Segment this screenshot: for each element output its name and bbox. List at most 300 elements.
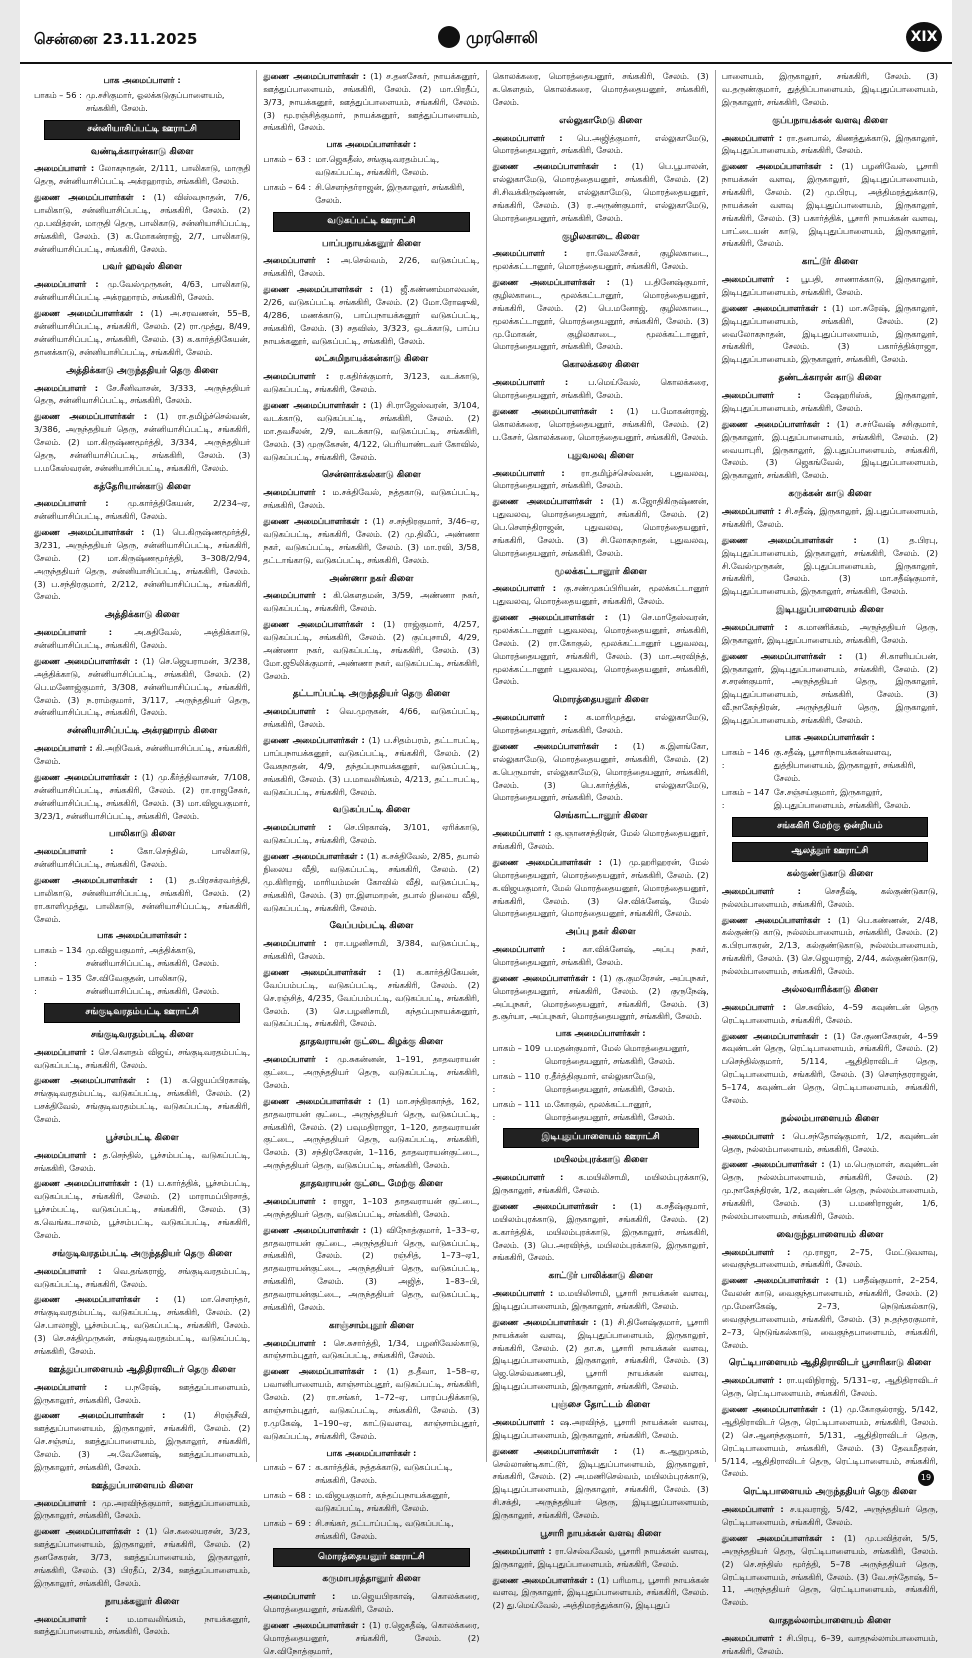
role-label: அமைப்பாளர் : <box>721 506 782 517</box>
member-entry <box>722 1130 938 1156</box>
branch-heading: எல்லுகாமேடு கிளை <box>559 115 643 126</box>
member-details: (1) த.பிரபு, இடிபுதுப்பாளையம், இருகாலூர், சங்ககிரி, சேலம். (2) சி.வேல்முருகன், இ.புதுப்பாளையம், இருகாலூர், சங்ககிரி, சேலம். (3) மா.சதீஷ்குமார், இடிபுதுப்பாளையம், இருகாலூர், சங்ககிரி, சேலம். <box>721 534 938 597</box>
member-entry <box>493 376 709 402</box>
member-entry <box>263 1590 479 1616</box>
member-entry <box>722 1158 938 1222</box>
member-details: (1) பெ.பூபாலன், எல்லுகாமேடு, மொரத்தையனூர், சங்ககிரி, சேலம். (2) சி.சிவக்கிருஷ்ணன், எல்லுகாமேடு, மொரத்தையனூர், சங்ககிரி, சேலம். (3) ர.அருண்குமார், எல்லுகாமேடு, மொரத்தையனூர், சங்ககிரி, சேலம். <box>492 161 709 223</box>
role-label: துணை அமைப்பாளர்கள் : <box>34 771 138 782</box>
member-entry <box>34 410 250 474</box>
role-label: அமைப்பாளர் : <box>492 944 566 955</box>
member-details: ரா.செல்வவேல், பூசாரி நாயக்கன் வளவு, இருகாலூர், இடிபுதுப்பாளையம், சங்ககிரி, சேலம். <box>492 1545 709 1569</box>
role-label: துணை அமைப்பாளர்கள் : <box>721 161 834 172</box>
member-details: (1) சிரஞ்சீவி, ஊத்துப்பாளையம், இருகாலூர், சங்ககிரி, சேலம். (2) செ.சஞ்சய், ஊத்துப்பாளையம், இருகாலூர், சங்ககிரி, சேலம். (3) அ.வேணேஷ், ஊத்துப்பாளையம், இருகாலூர், சங்ககிரி, சேலம். <box>34 1410 251 1472</box>
member-details: சி.பிரபு, 6–39, வாதநல்லாம்பாளையம், சங்ககிரி, சேலம். <box>721 1633 938 1656</box>
member-details: செ.சுசார்த்தி, 1/34, பழனிவேல்காடு, காஞ்சாம்புதூர், வடுகப்பட்டி, சங்ககிரி, சேலம். <box>263 1337 480 1361</box>
member-details: ம.மாவலிங்கம், நாயக்கனூர், ஊத்துப்பாளையம், சங்ககிரி, சேலம். <box>34 1613 251 1637</box>
member-details: ஷ.அரவிந்த், பூசாரி நாயக்கன் வளவு, இடிபுதுப்பாளையம், இருகாலூர், சங்ககிரி, சேலம். <box>492 1417 709 1440</box>
member-entry <box>722 885 938 911</box>
member-entry <box>722 389 938 415</box>
booth-entry <box>263 1517 479 1543</box>
role-label: துணை அமைப்பாளர்கள் : <box>721 1275 829 1286</box>
role-label: துணை அமைப்பாளர்கள் : <box>492 972 596 983</box>
member-details: ச.யுவராஜ், 5/42, அருந்ததியர் தெரு, ரெட்டிபாளையம், சங்ககிரி, சேலம். <box>721 1504 938 1528</box>
member-entry <box>493 1171 709 1197</box>
branch-heading: பூச்சம்பட்டி கிளை <box>105 1132 179 1143</box>
member-entry <box>493 972 709 1023</box>
role-label: துணை அமைப்பாளர்கள் : <box>721 1030 828 1041</box>
branch-heading: புதுவலவு கிளை <box>567 450 634 461</box>
subheading: பாக அமைப்பாளர்கள் : <box>555 1028 646 1039</box>
member-entry <box>34 1409 250 1473</box>
role-label: துணை அமைப்பாளர்கள் : <box>263 71 367 81</box>
role-label: துணை அமைப்பாளர்கள் : <box>34 1294 159 1305</box>
booth-member: சே.சஞ்சய்குமார், இருகாலூர், இ.புதுப்பாளையம், சங்ககிரி, சேலம். <box>773 787 911 811</box>
role-label: அமைப்பாளர் : <box>34 1149 97 1160</box>
member-entry <box>263 283 479 347</box>
role-label: அமைப்பாளர் : <box>34 1381 108 1392</box>
member-details: ரா.தமிழ்ச்செல்வன், புதுவலவு, மொரத்தையனூர், சங்ககிரி, சேலம். <box>492 467 709 491</box>
member-entry <box>34 874 250 925</box>
branch-heading: தாதவராயன் குட்டை மேற்கு கிளை <box>300 1179 443 1190</box>
role-label: துணை அமைப்பாளர்கள் : <box>263 1095 372 1106</box>
member-entry <box>34 1046 250 1072</box>
member-details: (1) ப.சிதம்பரம், தட்டாபட்டி, பாப்பநாயக்கனூர், வடுகப்பட்டி, சங்ககிரி, சேலம். (2) வேகநாதன், 4/9, தந்தப்பநாயக்கனூர், வடுகப்பட்டி, சங்ககிரி, சேலம். (3) ப.மாவலிங்கம், 4/213, தட்டாபட்டி, வடுகப்பட்டி, சங்ககிரி, சேலம். <box>263 735 480 797</box>
member-details: (1) மா.சௌந்தர், சங்குடிவரதம்பட்டி, வடுகப்பட்டி, சங்ககிரி, சேலம். (2) செ.பாலாஜி, பூச்சம்பட்டி, வடுகப்பட்டி, சங்ககிரி, சேலம். (3) செ.சக்திமுருகன், சங்குடிவரதம்பட்டி, வடுகப்பட்டி, சங்ககிரி, சேலம். <box>34 1294 251 1356</box>
booth-entry <box>263 181 479 207</box>
member-details: (1) சி.தினேஷ்குமார், பூசாரி நாயக்கன் வளவு, இடிபுதுப்பாளையம், இருகாலூர், சங்ககிரி, சேலம். (2) தா.சு, பூசாரி நாயக்கன் வளவு, இடிபுதுப்பாளையம், இருகாலூர், சங்ககிரி, சேலம். (3) ஜெ.செல்வகணபதி, பூசாரி நாயக்கன் வளவு, இடிபுதுப்பாளையம், இருகாலூர், சங்ககிரி, சேலம். <box>492 1316 709 1392</box>
member-entry <box>722 914 938 978</box>
role-label: அமைப்பாளர் : <box>721 1246 791 1257</box>
role-label: துணை அமைப்பாளர்கள் : <box>263 735 365 746</box>
branch-heading: அல்லவாரிக்காடு கிளை <box>781 984 878 995</box>
role-label: துணை அமைப்பாளர்கள் : <box>34 875 153 886</box>
role-label: துணை அமைப்பாளர்கள் : <box>721 534 857 545</box>
branch-heading: கருக்கன் காடு கிளை <box>788 489 872 500</box>
booth-number: பாகம் – 134 : <box>34 945 82 969</box>
role-label: அமைப்பாளர் : <box>492 1288 554 1299</box>
booth-member: சே.விவேகுதன், பாலிகாடு, சன்னியாசிப்பட்டி, சங்ககிரி, சேலம். <box>86 973 220 996</box>
member-entry <box>493 740 709 804</box>
member-details: பெ.சந்தோஷ்குமார், 1/2, கவுண்டன் தெரு, நல்லம்பாளையம், சங்ககிரி, சேலம். <box>721 1130 938 1154</box>
booth-member: ர.தீர்த்திகுமார், எல்லுகாமேடு, மொரத்தையனூர், சங்ககிரி, சேலம். <box>544 1070 675 1094</box>
member-entry <box>493 1416 709 1442</box>
member-entry <box>34 307 250 358</box>
panchayat-heading: இடிபுதுப்பாளையம் ஊராட்சி <box>503 1128 699 1148</box>
member-details: (1) மு.கீர்த்திவாசன், 7/108, சன்னியாசிப்பட்டி, சங்ககிரி, சேலம். (2) ரா.ராஜசேகர், சன்னியாசிப்பட்டி, சங்ககிரி, சேலம். (3) மா.விஜயகுமார், 3/23/1, சன்னியாசிப்பட்டி, சங்ககிரி, சேலம். <box>34 771 251 821</box>
branch-heading: தட்டாப்பட்டி அருந்ததியர் தெரு கிளை <box>292 689 450 700</box>
subheading: பாக அமைப்பாளர் : <box>103 75 181 85</box>
member-details: (1) க.இளங்கோ, எல்லுகாமேடு, மொரத்தையனூர், சங்ககிரி, சேலம். (2) க.பெருமாள், எல்லுகாமேடு, மொரத்தையனூர், சங்ககிரி, சேலம். (3) பெ.கார்த்திக், எல்லுகாமேடு, மொரத்தையனூர், சங்ககிரி, சேலம். <box>492 741 709 803</box>
member-details: த.செந்தில், பூச்சம்பட்டி, வடுகப்பட்டி, சங்ககிரி, சேலம். <box>34 1149 251 1173</box>
member-details: (1) ப.கார்த்திக், பூச்சம்பட்டி, வடுகப்பட்டி, சங்ககிரி, சேலம். (2) மாராமப்பிரசாத், பூச்சம்பட்டி, வடுகப்பட்டி, சங்ககிரி, சேலம். (3) க.வெங்கடாசலம், பூச்சம்பட்டி, வடுகப்பட்டி, சங்ககிரி, சேலம். <box>34 1178 251 1240</box>
role-label: அமைப்பாளர் : <box>492 377 569 388</box>
role-label: துணை அமைப்பாளர்கள் : <box>721 302 827 313</box>
member-details: கோ.செந்தில், பாலிகாடு, சன்னியாசிப்பட்டி, சங்ககிரி, சேலம். <box>34 846 251 870</box>
role-label: அமைப்பாளர் : <box>492 248 568 259</box>
member-entry <box>34 1074 250 1125</box>
member-entry <box>722 1632 938 1658</box>
booth-member: ப.மதன்குமார், மேல் மொரத்தையனூர், மொரத்தையனூர், சங்ககிரி, சேலம். <box>544 1043 690 1067</box>
member-details: (1) பெ.கண்ணன், 2/48, கல்குண்டு காடு, நல்லம்பாளையம், சங்ககிரி, சேலம். (2) க.பிரபாகரன், 2/13, கல்குண்டுகாடு, நல்லம்பாளையம், சங்ககிரி, சேலம். (3) செ.ஜெயராஜ், 2/44, கல்குண்டுகாடு, நல்லம்பாளையம், சங்ககிரி, சேலம். <box>721 914 939 977</box>
booth-number: பாகம் – 147 : <box>721 787 770 811</box>
branch-heading: தாதவராயன் குட்டை கிழக்கு கிளை <box>299 1037 444 1048</box>
member-entry <box>722 273 938 299</box>
member-details: சே.சீனிவாசன், 3/333, அருந்ததியர் தெரு, சன்னியாசிப்பட்டி, சங்ககிரி, சேலம். <box>34 382 251 406</box>
member-details: கி.கௌதமன், 3/59, அண்ணா நகர், வடுகப்பட்டி, சங்ககிரி, சேலம். <box>263 590 480 614</box>
booth-entry <box>493 1042 709 1068</box>
member-entry <box>722 132 938 158</box>
role-label: துணை அமைப்பாளர்கள் : <box>492 741 618 751</box>
member-details: (1) மா.சுரேஷ், இருகாலூர், இடிபுதுப்பாளையம், சங்ககிரி, சேலம். (2) வைலோகநாதன், இடிபுதுப்பாளையம், இருகாலூர், சங்ககிரி, சேலம். (3) பகார்த்திக்ராஜா, இடிபுதுப்பாளையம், இருகாலூர், சங்ககிரி, சேலம். <box>721 302 939 365</box>
branch-heading: ரெட்டிபாளையம் அருந்ததியர் தெரு கிளை <box>743 1487 917 1498</box>
member-entry <box>493 611 709 688</box>
role-label: அமைப்பாளர் : <box>263 1195 327 1206</box>
role-label: அமைப்பாளர் : <box>263 371 330 382</box>
role-label: அமைப்பாளர் : <box>721 622 788 633</box>
member-details: செ.பிரகாஷ், 3/101, ஏரிக்காடு, வடுகப்பட்டி, சங்ககிரி, சேலம். <box>263 822 480 846</box>
member-entry <box>34 655 250 719</box>
member-entry <box>263 70 479 134</box>
role-label: அமைப்பாளர் : <box>263 1591 336 1602</box>
role-label: துணை அமைப்பாளர்கள் : <box>721 650 843 661</box>
member-entry <box>263 937 479 963</box>
role-label: அமைப்பாளர் : <box>721 1001 787 1012</box>
member-entry <box>722 160 938 250</box>
member-entry <box>493 943 709 969</box>
role-label: துணை அமைப்பாளர்கள் : <box>263 967 382 978</box>
member-entry <box>493 132 709 158</box>
booth-entry <box>722 746 938 785</box>
member-entry <box>34 526 250 603</box>
branch-heading: சென்னாக்கல்காடு கிளை <box>321 470 421 481</box>
rising-sun-icon <box>438 26 460 48</box>
footer-page-number: 19 <box>918 1470 934 1486</box>
member-details: மு.கார்த்திகேயன், 2/234–ஏ, சன்னியாசிப்பட்டி, சங்ககிரி, சேலம். <box>34 498 251 522</box>
member-details: ப.நரேஷ், ஊத்துப்பாளையம், இருகாலூர், சங்ககிரி, சேலம். <box>34 1381 251 1405</box>
member-entry <box>34 1149 250 1175</box>
member-entry <box>263 1095 479 1172</box>
member-entry <box>493 467 709 493</box>
member-details: அ.செல்வம், 2/26, வடுகப்பட்டி, சங்ககிரி, சேலம். <box>263 255 480 279</box>
branch-heading: குழிலகாடை கிளை <box>561 231 640 242</box>
booth-member: ம.விஜயகுமார், கந்தப்பநாயக்கனூர், வடுகப்பட்டி, சங்ககிரி, சேலம். <box>315 1490 451 1513</box>
role-label: அமைப்பாளர் : <box>263 1054 329 1065</box>
member-details: செ.சுவிஸ், 4–59 கவுண்டன் தெரு ரெட்டிபாளையம், சங்ககிரி, சேலம். <box>721 1001 938 1025</box>
member-details: (1) விநோத்குமார், 1–33–ஏ, தாதவராயன் குட்டை, அருந்ததியர் தெரு, வடுகப்பட்டி, சங்ககிரி, சேலம். (2) ரஞ்சித், 1–73–ஏ1, தாதவராயன்குட்டை, அருந்ததியர் தெரு, வடுகப்பட்டி, சங்ககிரி, சேலம். (3) அஜித், 1–83–பி, தாதவராயன்குட்டை, அருந்ததியர் தெரு, வடுகப்பட்டி, சங்ககிரி, சேலம். <box>263 1224 480 1312</box>
member-details: பெ.அஜித்குமார், எல்லுகாமேடு, மொரத்தையனூர், சங்ககிரி, சேலம். <box>492 132 709 156</box>
member-entry <box>263 515 479 566</box>
role-label: துணை அமைப்பாளர்கள் : <box>492 1316 597 1327</box>
member-details: அ.சுதிவேல், அத்திக்காடு, சன்னியாசிப்பட்டி, சங்ககிரி, சேலம். <box>34 627 251 651</box>
member-details: (1) விஸ்வநாதன், 7/6, பாலிகாடு, சன்னியாசிப்பட்டி, சங்ககிரி, சேலம். (2) மு.பவித்ரன், மாருதி தெரு, பாலிகாடு, சன்னியாசிப்பட்டி, சங்ககிரி, சேலம். (3) க.மோகன்ராஜ், 2/7, பாலிகாடு, சன்னியாசிப்பட்டி, சங்ககிரி, சேலம். <box>34 192 251 254</box>
member-entry <box>493 495 709 559</box>
member-entry <box>493 1316 709 1393</box>
role-label: அமைப்பாளர் : <box>34 1613 109 1624</box>
member-details: ம.ஜெயபிரகாஷ், கொலக்கரை, மொரத்தையனூர், சங்ககிரி, சேலம். <box>263 1591 480 1615</box>
role-label: துணை அமைப்பாளர்கள் : <box>492 856 602 867</box>
member-entry <box>722 302 938 366</box>
member-entry <box>722 70 938 109</box>
role-label: துணை அமைப்பாளர்கள் : <box>721 1404 826 1415</box>
branch-heading: அப்பு நகர் கிளை <box>565 927 636 938</box>
role-label: துணை அமைப்பாளர்கள் : <box>721 914 831 925</box>
branch-heading: வடுகப்பட்டி கிளை <box>332 805 411 816</box>
member-details: கொலக்கரை, மொரத்தையனூர், சங்ககிரி, சேலம். (3) க.கௌதம், கொலக்கரை, மொரத்தையனூர், சங்ககிரி, சேலம். <box>492 71 709 107</box>
booth-entry <box>722 786 938 812</box>
member-entry <box>34 626 250 652</box>
member-entry <box>493 1287 709 1313</box>
role-label: அமைப்பாளர் : <box>263 255 330 266</box>
member-details: சி.சதீஷ், இருகாலூர், இ.புதுப்பாளையம், சங்ககிரி, சேலம். <box>721 506 938 529</box>
role-label: துணை அமைப்பாளர்கள் : <box>492 612 609 623</box>
role-label: அமைப்பாளர் : <box>721 1130 786 1141</box>
role-label: அமைப்பாளர் : <box>492 712 568 723</box>
member-entry <box>34 1381 250 1407</box>
member-entry <box>722 1274 938 1351</box>
role-label: துணை அமைப்பாளர்கள் : <box>34 1526 140 1537</box>
branch-heading: வேப்பம்பட்டி கிளை <box>329 921 414 932</box>
member-entry <box>493 70 709 109</box>
member-entry <box>263 486 479 512</box>
booth-number: பாகம் – 63 : <box>263 154 312 165</box>
member-entry <box>493 856 709 920</box>
booth-number: பாகம் – 111 : <box>492 1098 541 1122</box>
member-entry <box>34 771 250 822</box>
role-label: துணை அமைப்பாளர்கள் : <box>492 161 617 172</box>
role-label: அமைப்பாளர் : <box>34 743 93 754</box>
role-label: துணை அமைப்பாளர்கள் : <box>263 1366 378 1377</box>
branch-heading: நாயக்கனூர் கிளை <box>105 1596 180 1607</box>
member-details: (1) த.தீவா, 1–58–ஏ, பவானிபாளையம், காஞ்சாம்புதூர், வடுகப்பட்டி, சங்ககிரி, சேலம். (2) ரா.சங்கர், 1–72–ஏ, பாரப்பதிக்காடு, காஞ்சாம்புதூர், வடுகப்பட்டி, சங்ககிரி, சேலம். (3) ர.முகேஷ், 1–190–ஏ, காட்டுவளவு, காஞ்சாம்புதூர், வடுகப்பட்டி, சங்ககிரி, சேலம். <box>263 1366 480 1441</box>
role-label: அமைப்பாளர் : <box>492 1545 552 1556</box>
branch-heading: வண்டிக்காரன்காடு கிளை <box>90 146 194 157</box>
member-entry <box>493 1200 709 1264</box>
member-entry <box>722 650 938 727</box>
role-label: அமைப்பாளர் : <box>34 1046 95 1057</box>
booth-entry <box>34 89 250 115</box>
role-label: அமைப்பாளர் : <box>34 846 114 857</box>
role-label: அமைப்பாளர் : <box>492 1172 564 1183</box>
member-details: (1) ச.சந்திரகுமார், 3/46–ஏ, வடுகப்பட்டி, சங்ககிரி, சேலம். (2) மு.திலீப், அண்ணா நகர், வடுகப்பட்டி, சங்ககிரி, சேலம். (3) மா.ரவி, 3/58, தட்டாங்காடு, வடுகப்பட்டி, சங்ககிரி, சேலம். <box>263 516 480 565</box>
member-details: க.மாணிக்கம், அருந்ததியர் தெரு, இருகாலூர், இடிபுதுப்பாளையம், சங்ககிரி, சேலம். <box>721 622 938 645</box>
booth-number: பாகம் – 56 : <box>34 89 82 100</box>
role-label: அமைப்பாளர் : <box>34 279 99 290</box>
member-entry <box>493 582 709 608</box>
member-entry <box>263 850 479 914</box>
role-label: துணை அமைப்பாளர்கள் : <box>263 619 375 630</box>
member-details: (1) செ.மாதேஸ்வரன், மூலக்கட்டானூர் புதுவலவு, மொரத்தையனூர், சங்ககிரி, சேலம். (2) ரா.கோகுல், மூலக்கட்டானூர் புதுவலவு, மொரத்தையனூர், சங்ககிரி, சேலம். (3) மா.அரவிந்த், மூலக்கட்டானூர் புதுவலவு, மொரத்தையனூர், சங்ககிரி, சேலம். <box>492 612 709 687</box>
member-details: வெ.முருகன், 4/66, வடுகப்பட்டி, சங்ககிரி, சேலம். <box>263 706 480 730</box>
member-details: ர.கதிர்க்குமார், 3/123, வடக்காடு, வடுகப்பட்டி, சங்ககிரி, சேலம். <box>263 371 480 395</box>
role-label: அமைப்பாளர் : <box>721 274 790 285</box>
member-details: (1) ப.மோகன்ராஜ், கொலக்கரை, மொரத்தையனூர், சங்ககிரி, சேலம். (2) ப.கேசர், கொலக்கரை, மொரத்தையனூர், சங்ககிரி, சேலம். <box>492 406 709 442</box>
branch-heading: வைகுந்தபாளையம் கிளை <box>776 1229 884 1240</box>
member-entry <box>722 505 938 531</box>
booth-entry <box>34 972 250 998</box>
role-label: துணை அமைப்பாளர்கள் : <box>721 1159 825 1170</box>
member-entry <box>263 821 479 847</box>
member-details: (1) பெ.கிருஷ்ணமூர்த்தி, 3/231, அருந்ததியர் தெரு, சன்னியாசிப்பட்டி, சங்ககிரி, சேலம். (2) மா.கிருஷ்ணமூர்த்தி, 3–308/2/94, அருந்ததியர் தெரு, சன்னியாசிப்பட்டி, சங்ககிரி, சேலம். (3) ப.சந்திரகுமார், 2/212, சன்னியாசிப்பட்டி, சங்ககிரி, சேலம். <box>34 527 251 602</box>
booth-member: கு.சதீஷ், பூசாரிநாயக்கன்வளவு, துத்திபாளையம், இருகாலூர், சங்ககிரி, சேலம். <box>773 746 916 783</box>
member-details: (1) ர.ஜெகதீஷ், கொலக்கரை, மொரத்தையனூர், சங்ககிரி, சேலம். (2) செ.விநோத்குமார், <box>263 1620 480 1656</box>
member-entry <box>263 734 479 798</box>
booth-member: ம.கோகுல், மூலக்கட்டானூர், மொரத்தையனூர், சங்ககிரி, சேலம். <box>544 1098 675 1122</box>
member-entry <box>263 618 479 682</box>
member-entry <box>722 534 938 598</box>
member-details: பூபதி, சாணாக்காடு, இருகாலூர், இடிபுதுப்பாளையம், சங்ககிரி, சேலம். <box>721 274 938 298</box>
branch-heading: சங்குடிவரதம்பட்டி அருந்ததியர் தெரு கிளை <box>52 1248 232 1259</box>
role-label: அமைப்பாளர் : <box>263 822 332 833</box>
subheading: பாக அமைப்பாளர்கள் : <box>326 139 417 150</box>
member-entry <box>722 1246 938 1272</box>
panchayat-heading: வடுகப்பட்டி ஊராட்சி <box>273 212 469 232</box>
member-entry <box>263 1365 479 1442</box>
role-label: துணை அமைப்பாளர்கள் : <box>721 418 830 429</box>
role-label: அமைப்பாளர் : <box>34 163 95 174</box>
masthead <box>20 0 952 64</box>
member-details: (1) க.ஜெயப்பிரகாஷ், சங்குடிவரதம்பட்டி, வடுகப்பட்டி, சங்ககிரி, சேலம். (2) பசக்திவேல், சங்குடிவரதம்பட்டி, வடுகப்பட்டி, சங்ககிரி, சேலம். <box>34 1075 251 1124</box>
role-label: அமைப்பாளர் : <box>721 132 783 143</box>
member-entry <box>34 497 250 523</box>
role-label: அமைப்பாளர் : <box>263 706 330 717</box>
member-entry <box>722 1374 938 1400</box>
role-label: துணை அமைப்பாளர்கள் : <box>34 411 148 422</box>
member-details: (1) க.ஆறுமுகம், செல்லாண்டிகாட்டூர், இடிபுதுப்பாளையம், இருகாலூர், சங்ககிரி, சேலம். (2) அ.மணிசெல்வம், மயிலம்புரக்காடு, இடிபுதுப்பாளையம், இருகாலூர், சங்ககிரி, சேலம். (3) சி.சக்தி, அருந்ததியர் தெரு, இடிபுதுப்பாளையம், இருகாலூர், சங்ககிரி, சேலம். <box>492 1445 709 1521</box>
booth-member: க.கார்த்திக், நத்தக்காடு, வடுகப்பட்டி, சங்ககிரி, சேலம். <box>315 1462 453 1486</box>
member-details: கு.ஞானசந்திரன், மேல் மொரத்தையனூர், சங்ககிரி, சேலம். <box>492 828 709 852</box>
role-label: துணை அமைப்பாளர்கள் : <box>263 1620 366 1631</box>
column-1 <box>28 70 257 1637</box>
subheading: பாக அமைப்பாளர்கள் : <box>326 1447 417 1458</box>
member-entry <box>722 1030 938 1107</box>
member-details: பாளையம், இருகாலூர், சங்ககிரி, சேலம். (3) வ.தருண்குமார், துத்திப்பாளையம், இடிபுதுப்பாளையம், இருகாலூர், சங்ககிரி, சேலம். <box>721 71 938 107</box>
branch-heading: செங்காட்டானூர் கிளை <box>553 811 648 822</box>
member-entry <box>493 247 709 273</box>
booth-number: பாகம் – 135 : <box>34 973 82 996</box>
member-entry <box>493 1545 709 1571</box>
member-details: (1) சி.ராஜேஸ்வரன், 3/104, வடக்காடு, வடுகப்பட்டி, சங்ககிரி, சேலம். (2) மா.தவசீலன், 2/9, வடக்காடு, வடுகப்பட்டி, சங்ககிரி, சேலம். (3) முருகேசன், 4/122, பெரியாண்டவர் கோவில், வடுகப்பட்டி, சங்ககிரி, சேலம். <box>263 400 480 462</box>
branch-heading: வாதநல்லாம்பாளையம் கிளை <box>768 1616 891 1627</box>
member-entry <box>34 162 250 188</box>
branch-heading: கத்தேரியான்காடு கிளை <box>93 481 191 492</box>
page-number-badge: XIX <box>906 22 942 52</box>
booth-entry <box>263 1489 479 1515</box>
role-label: துணை அமைப்பாளர்கள் : <box>34 655 138 666</box>
booth-entry <box>263 153 479 179</box>
branch-heading: அத்திக்காடு அருந்ததியர் தெரு கிளை <box>66 365 219 376</box>
branch-heading: குப்பநாயக்கன் வளவு கிளை <box>772 115 888 126</box>
branch-heading: லட்சுமிநாயக்கன்காடு கிளை <box>314 354 429 365</box>
member-entry <box>493 827 709 853</box>
booth-entry <box>263 1461 479 1487</box>
member-entry <box>34 1177 250 1241</box>
booth-number: பாகம் – 109 : <box>492 1043 541 1067</box>
member-entry <box>34 382 250 408</box>
member-details: (1) மு.பவித்ரன், 5/5, அருந்ததியர் தெரு, ரெட்டிபாளையம், சங்ககிரி, சேலம். (2) செ.சந்திஸ் மூர்த்தி, 5–78 அருந்ததியர் தெரு, ரெட்டிபாளையம், சங்ககிரி, சேலம். (3) வே.சந்தோஷ், 5–11, அருந்ததியர் தெரு, ரெட்டிபாளையம், சங்ககிரி, சேலம். <box>721 1532 939 1608</box>
member-details: ரா.தனபால், கிணத்துக்காடு, இருகாலூர், இடிபுதுப்பாளையம், சங்ககிரி, சேலம். <box>721 132 938 156</box>
member-details: மு.வேல்முருகன், 4/63, பாலிகாடு, சன்னியாசிப்பட்டி அக்ரஹாரம், சங்ககிரி, சேலம். <box>34 279 251 303</box>
panchayat-heading: சன்னியாசிப்பட்டி ஊராட்சி <box>44 120 240 140</box>
booth-member: சி.சங்கர், தட்டாப்பட்டி, வடுகப்பட்டி, சங்ககிரி, சேலம். <box>315 1517 454 1541</box>
booth-member: மா.ஜெகதீஸ், சங்குடிவரதம்பட்டி, வடுகப்பட்டி, சங்ககிரி, சேலம். <box>315 154 440 178</box>
member-details: (1) த.பிரசக்ரவர்த்தி, பாலிகாடு, சன்னியாசிப்பட்டி, சங்ககிரி, சேலம். (2) ரா.காளிமுத்து, பாலிகாடு, சன்னியாசிப்பட்டி, சங்ககிரி, சேலம். <box>34 875 251 924</box>
role-label: அமைப்பாளர் : <box>492 583 557 594</box>
booth-number: பாகம் – 146 : <box>721 746 770 770</box>
member-details: மு.ராஜா, 2–75, மேட்டுவளவு, வைகுந்தபாளையம், சங்ககிரி, சேலம். <box>721 1246 939 1270</box>
role-label: துணை அமைப்பாளர்கள் : <box>492 1574 594 1585</box>
booth-entry <box>493 1070 709 1096</box>
role-label: துணை அமைப்பாளர்கள் : <box>492 1445 618 1456</box>
member-details: (1) ச.சர்வேஷ் சசிகுமார், இருகாலூர், இ.புதுப்பாளையம், சங்ககிரி, சேலம். (2) வையாபுரி, இருகாலூர், இ.புதுப்பாளையம், சங்ககிரி, சேலம். (3) ஜெகங்வேல், இடிபுதுப்பாளையம், இருகாலூர், சங்ககிரி, சேலம். <box>721 418 938 481</box>
role-label: அமைப்பாளர் : <box>263 1337 327 1348</box>
member-details: (1) சே.குணசேகரன், 4–59 கவுண்டன் தெரு, ரெட்டிபாளையம், சங்ககிரி, சேலம். (2) பசெந்தில்குமார், 5/114, ஆதிதிராவிடர் தெரு, ரெட்டிபாளையம், சங்ககிரி, சேலம். (3) சௌந்தரராஜன், 5–174, கவுண்டன் தெரு, ரெட்டிபாளையம், சங்ககிரி, சேலம். <box>721 1030 938 1105</box>
branch-heading: கருமாபரத்தானூர் கிளை <box>322 1574 421 1585</box>
member-entry <box>34 1525 250 1589</box>
branch-heading: ஊத்துப்பாளையம் ஆதிதிராவிடர் தெரு கிளை <box>48 1364 236 1375</box>
booth-number: பாகம் – 110 : <box>492 1070 541 1094</box>
booth-member: மு.விஜயகுமார், அத்திக்காடு, சன்னியாசிப்பட்டி, சங்ககிரி, சேலம். <box>86 945 220 969</box>
member-entry <box>34 1293 250 1357</box>
role-label: துணை அமைப்பாளர்கள் : <box>263 284 374 295</box>
booth-number: பாகம் – 67 : <box>263 1462 312 1473</box>
branch-heading: காட்டூர் கிளை <box>801 257 859 268</box>
member-details: (1) மா.சந்திரகாந்த், 162, தாதவராயன் குட்டை, அருந்ததியர் தெரு, வடுகப்பட்டி, சங்ககிரி, சேலம். (2) பவுமதிராஜா, 1–120, தாதவராயன் குட்டை, அருந்ததியர் தெரு, வடுகப்பட்டி, சங்ககிரி, சேலம். (3) சந்திரசேகரன், 1–116, தாதவராயன்குட்டை, அருந்ததியர் தெரு, வடுகப்பட்டி, சங்ககிரி, சேலம். <box>263 1095 480 1171</box>
member-details: ரா.யுவிநிராஜ், 5/131–ஏ, ஆதிதிராவிடர் தெரு, ரெட்டிபாளையம், சங்ககிரி, சேலம். <box>721 1375 938 1399</box>
member-entry <box>34 1497 250 1523</box>
role-label: துணை அமைப்பாளர்கள் : <box>263 851 364 862</box>
role-label: அமைப்பாளர் : <box>263 590 327 601</box>
member-details: செசதீஷ், கல்குண்டுகாடு, நல்லம்பாளையம், சங்ககிரி, சேலம். <box>721 885 939 909</box>
panchayat-heading: மொரத்தையனூர் ஊராட்சி <box>273 1548 469 1568</box>
newspaper-name: முரசொலி <box>466 28 538 47</box>
member-details: க.மாரிமுத்து, எல்லுகாமேடு, மொரத்தையனூர், சங்ககிரி, சேலம். <box>492 712 709 736</box>
role-label: துணை அமைப்பாளர்கள் : <box>263 516 368 527</box>
branch-heading: காஞ்சாம்புதூர் கிளை <box>328 1320 414 1331</box>
member-entry <box>493 1574 709 1613</box>
role-label: துணை அமைப்பாளர்கள் : <box>263 400 367 411</box>
member-entry <box>263 589 479 615</box>
branch-heading: புஞ்சை தோட்டம் கிளை <box>551 1400 650 1411</box>
branch-heading: மொரத்தையனூர் கிளை <box>552 695 649 706</box>
role-label: துணை அமைப்பாளர்கள் : <box>34 527 145 538</box>
member-details: ரா.வேலசேகர், குழிலகாடை, மூலக்கட்டானூர், மொரத்தையனூர், சங்ககிரி, சேலம். <box>492 248 709 272</box>
member-entry <box>722 418 938 482</box>
member-entry <box>263 254 479 280</box>
branch-heading: கல்குண்டுகாடு கிளை <box>786 868 874 879</box>
member-entry <box>493 711 709 737</box>
booth-entry <box>493 1098 709 1124</box>
role-label: துணை அமைப்பாளர்கள் : <box>492 1200 616 1211</box>
member-entry <box>263 1053 479 1092</box>
member-details: ம.சக்திவேல், நத்தகாடு, வடுகப்பட்டி, சங்ககிரி, சேலம். <box>263 487 480 511</box>
article-columns <box>28 70 944 1656</box>
member-entry <box>722 1503 938 1529</box>
role-label: அமைப்பாளர் : <box>34 1265 102 1276</box>
branch-heading: ரெட்டிபாளையம் ஆதிதிராவிடர் பூசாரிகாடு கிளை <box>728 1358 931 1369</box>
member-entry <box>263 1195 479 1221</box>
member-details: (1) பசதீஷ்குமார், 2–254, வேலன் காடு, வைகுந்தபாளையம், சங்ககிரி, சேலம். (2) மு.மேனகேஷ், 2–73, நெடுங்கல்காடு, வைகுந்தபாளையம், சங்ககிரி, சேலம். (3) ந.தந்தரகுமார், 2–73, நெடுங்கல்காடு, வைகுந்தபாளையம், சங்ககிரி, சேலம். <box>721 1275 939 1350</box>
role-label: அமைப்பாளர் : <box>34 498 109 509</box>
member-details: (1) செ.ஜெயராமன், 3/238, அத்திக்காடு, சன்னியாசிப்பட்டி, சங்ககிரி, சேலம். (2) பெ.மனோஜ்குமார், 3/308, சன்னியாசிப்பட்டி, சங்ககிரி, சேலம். (3) ந.ராம்குமார், 3/117, அருந்ததியர் தெரு, சன்னியாசிப்பட்டி, சங்ககிரி, சேலம். <box>34 655 251 718</box>
member-entry <box>34 742 250 768</box>
member-entry <box>263 705 479 731</box>
member-details: (1) க.சக்திவேல், 2/85, தபால் நிலைய வீதி, வடுகப்பட்டி, சங்ககிரி, சேலம். (2) மு.கிரிராஜ், மாரியம்மன் கோவில் வீதி, வடுகப்பட்டி, சங்ககிரி, சேலம். (3) ரா.இளமாறன், தபால் நிலைய வீதி, வடுகப்பட்டி, சங்ககிரி, சேலம். <box>263 851 480 913</box>
role-label: அமைப்பாளர் : <box>34 627 113 638</box>
member-entry <box>493 1445 709 1522</box>
member-details: க.மயிலிசாமி, மயிலம்புரக்காடு, இருகாலூர், சங்ககிரி, சேலம். <box>492 1172 709 1196</box>
role-label: அமைப்பாளர் : <box>492 132 563 143</box>
role-label: துணை அமைப்பாளர்கள் : <box>34 192 146 203</box>
